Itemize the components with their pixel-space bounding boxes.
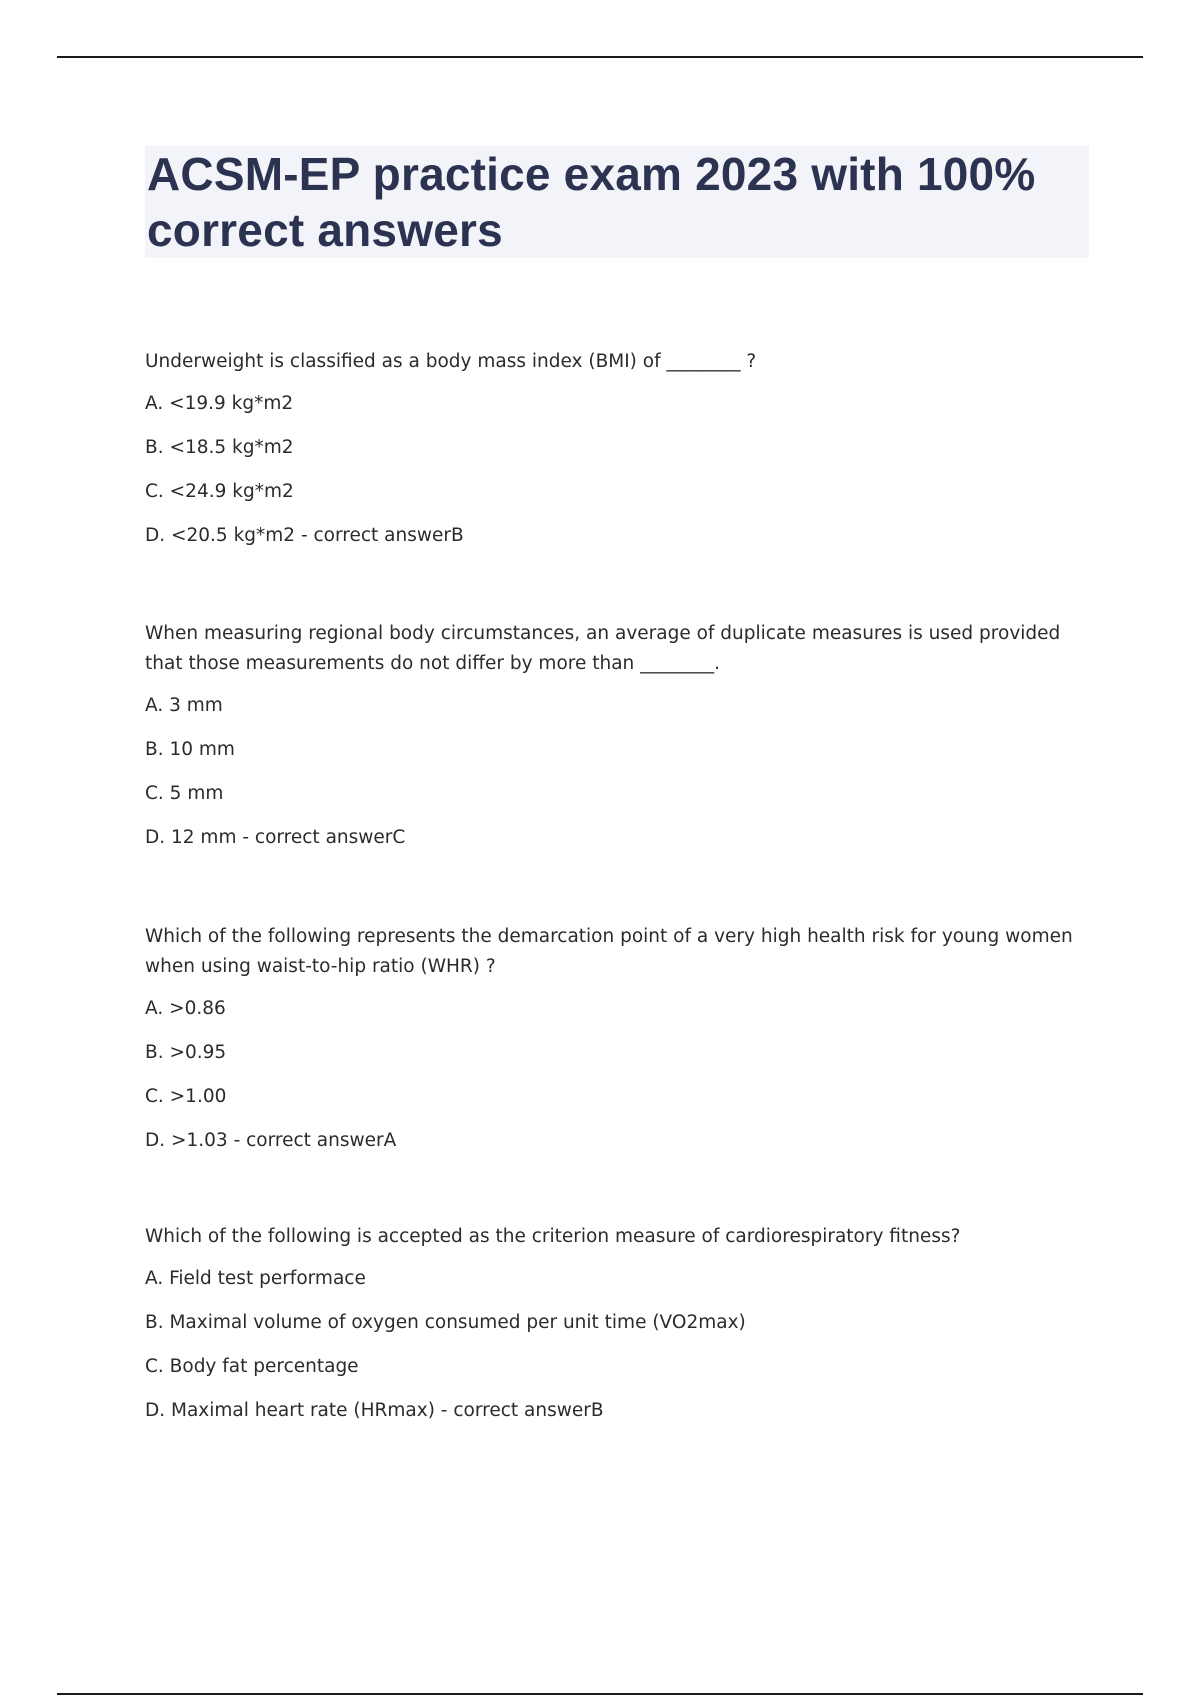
question-text: Which of the following is accepted as the criterion measure of cardiorespiratory fitness? <box>145 1226 961 1247</box>
title-block <box>145 146 1089 258</box>
answer-option-c: C. Body fat percentage <box>145 1356 359 1377</box>
header-rule <box>57 56 1143 58</box>
question-text: When measuring regional body circumstances, an average of duplicate measures is used provided that those measurements do not differ by more than ________. <box>145 623 1061 674</box>
answer-option-b: B. 10 mm <box>145 739 235 760</box>
answer-option-a: A. >0.86 <box>145 998 226 1019</box>
answer-option-a: A. Field test performace <box>145 1268 366 1289</box>
question-block <box>145 1222 1085 1426</box>
question-text: Which of the following represents the demarcation point of a very high health risk for young women when using waist-to-hip ratio (WHR) ? <box>145 926 1073 977</box>
footer-rule <box>57 1693 1143 1695</box>
question-block <box>145 922 1085 1156</box>
answer-option-b: B. >0.95 <box>145 1042 227 1063</box>
answer-option-b: B. Maximal volume of oxygen consumed per unit time (VO2max) <box>145 1312 746 1333</box>
answer-option-c: C. <24.9 kg*m2 <box>145 481 294 502</box>
question-block <box>145 347 1085 551</box>
answer-option-c: C. >1.00 <box>145 1086 227 1107</box>
document-title: ACSM-EP practice exam 2023 with 100% correct answers <box>147 148 1036 256</box>
answer-option-a: A. 3 mm <box>145 695 223 716</box>
question-block <box>145 619 1085 853</box>
answer-option-d: D. 12 mm - correct answerC <box>145 827 406 848</box>
answer-option-d: D. <20.5 kg*m2 - correct answerB <box>145 525 464 546</box>
answer-option-b: B. <18.5 kg*m2 <box>145 437 294 458</box>
question-text: Underweight is classified as a body mass index (BMI) of ________ ? <box>145 351 757 372</box>
answer-option-c: C. 5 mm <box>145 783 224 804</box>
answer-option-d: D. Maximal heart rate (HRmax) - correct answerB <box>145 1400 604 1421</box>
answer-option-d: D. >1.03 - correct answerA <box>145 1130 397 1151</box>
answer-option-a: A. <19.9 kg*m2 <box>145 393 294 414</box>
